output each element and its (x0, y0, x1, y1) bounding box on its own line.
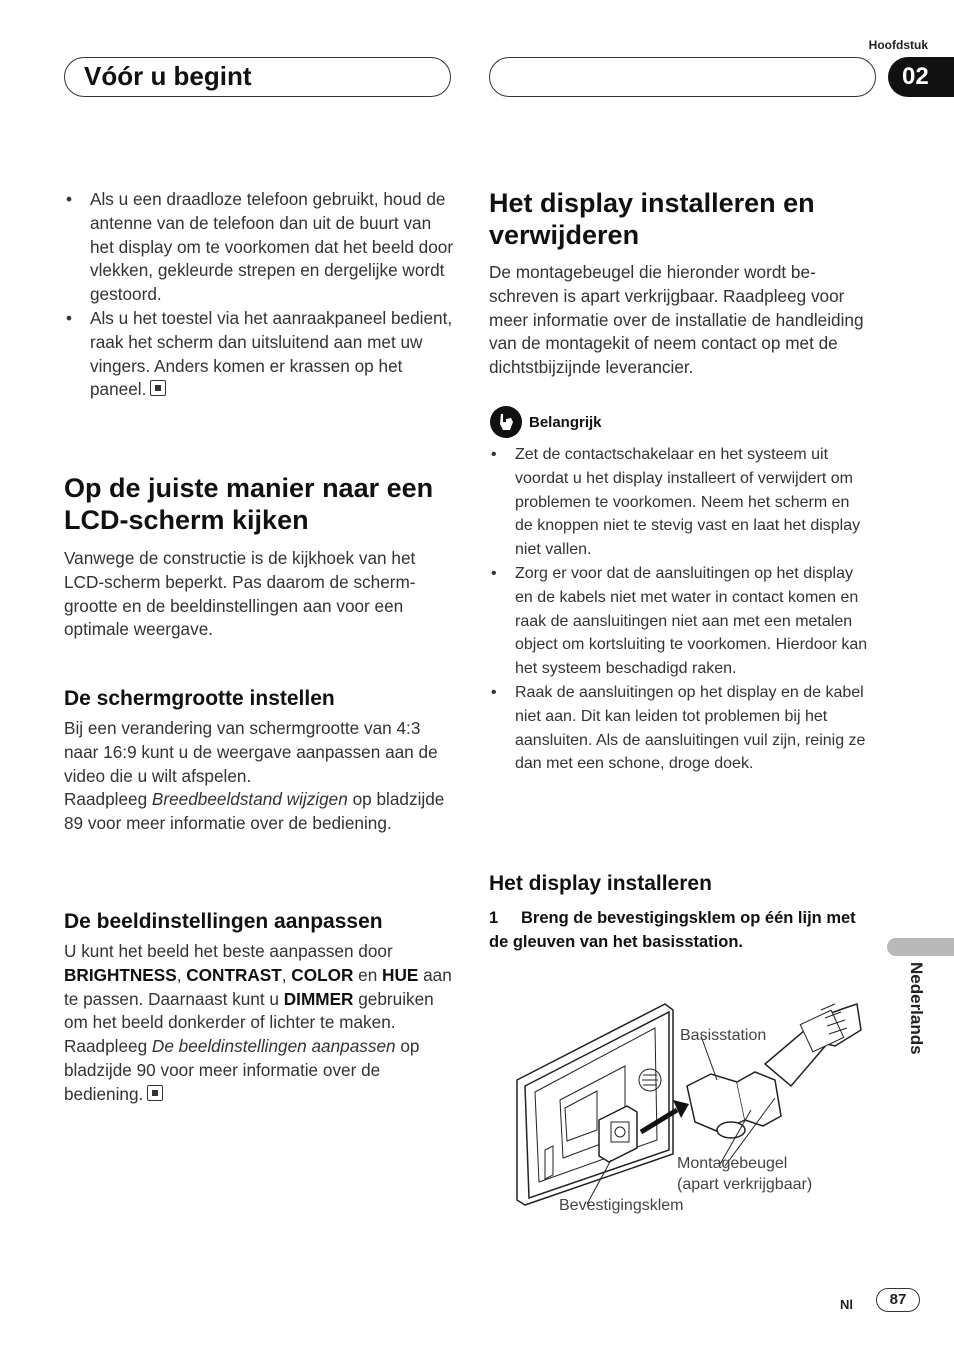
bullet-list (64, 188, 454, 402)
text: U kunt het beeld het beste aanpassen door (64, 941, 393, 961)
chapter-label: Hoofdstuk (868, 38, 928, 52)
header-right-frame (489, 57, 876, 97)
text: en (353, 964, 383, 985)
ref-link-text: Breedbeeldstand wijzigen (151, 789, 348, 810)
ref-text: op bladzijde 90 voor meer informatie over de bediening. (64, 1036, 420, 1104)
bullet-text: Als u het toestel via het aanraakpaneel bedient, raak het scherm dan uitsluitend aan met uw vingers. Anders komen er krassen op het paneel. (90, 307, 453, 400)
brightness-label: BRIGHTNESS (64, 964, 177, 985)
important-header (489, 405, 869, 439)
chapter-number: 02 (888, 57, 954, 97)
important-list (489, 443, 869, 776)
footer-lang-code: Nl (840, 1297, 853, 1312)
picture-section (64, 909, 454, 1107)
screensize-reference (64, 788, 454, 836)
install-heading: Het display installeren en verwijderen (489, 188, 815, 250)
picture-heading: De beeldinstellingen aanpassen (64, 910, 383, 933)
screensize-section (64, 686, 454, 836)
important-item: • Zet de contactschakelaar en het systeem uit voordat u het display installeert of verwijdert om problemen te voorkomen. Neem het scherm en de knoppen niet te stevig vast en laat het display niet vallen. (489, 443, 869, 562)
screensize-paragraph: Bij een verandering van schermgrootte van 4:3 naar 16:9 kunt u de weergave aanpassen aan de video die u wilt afspelen. (64, 718, 438, 786)
label-montagebeugel: Montagebeugel (apart verkrijgbaar) (677, 1155, 813, 1193)
hue-label: HUE (382, 964, 419, 985)
important-item: • Raak de aansluitingen op het display en de kabel niet aan. Dit kan leiden tot problemen bij het aansluiten. Als de aansluitingen vuil zijn, reinig ze dan met een schone, droge doek. (489, 681, 869, 776)
important-hand-icon (489, 405, 523, 439)
picture-paragraph (64, 940, 454, 1035)
display-unit-drawing (517, 1004, 673, 1205)
text: , (176, 964, 187, 985)
dimmer-label: DIMMER (283, 988, 354, 1009)
lcd-heading: Op de juiste manier naar een LCD-scherm kijken (64, 473, 434, 535)
contrast-label: CONTRAST (186, 964, 282, 985)
step-1 (489, 907, 877, 955)
text: , (281, 964, 292, 985)
ref-link-text: De beeldinstellingen aanpassen (151, 1036, 396, 1057)
lcd-section (64, 472, 454, 642)
important-box (489, 405, 869, 776)
text: gebruiken om het beeld donkerder of lichter te maken. (64, 988, 434, 1033)
section-title: Vóór u begint (84, 61, 252, 91)
bullet-item (64, 307, 454, 402)
side-language-label: Nederlands (907, 962, 926, 1055)
install-section (489, 187, 877, 380)
text: aan te passen. Daarnaast kunt u (64, 964, 452, 1009)
lcd-paragraph: Vanwege de constructie is de kijkhoek van het LCD-scherm beperkt. Pas daarom de schermgrootte en de beeldinstellingen aan voor een optimale weergave. (64, 548, 416, 640)
step-number: 1 (489, 909, 499, 927)
label-basisstation: Basisstation (680, 1027, 767, 1044)
installing-heading: Het display installeren (489, 872, 712, 895)
important-label: Belangrijk (529, 413, 602, 431)
ref-text: Raadpleeg (64, 1036, 152, 1057)
important-item: • Zorg er voor dat de aansluitingen op het display en de kabels niet met water in contact komen en raak de aansluitingen niet aan met een metalen object om kortsluiting te voorkomen. Hierdoor kan het systeem beschadigd raken. (489, 562, 869, 681)
end-mark-icon (150, 380, 166, 396)
left-column (64, 188, 454, 402)
ref-text: op bladzijde 89 voor meer informatie over de bediening. (64, 789, 445, 834)
bullet-item: • Als u een draadloze telefoon gebruikt, houd de antenne van de telefoon dan uit de buurt van het display om te voorkomen dat het beeld door vlekken, gekleurde strepen en dergelijke wordt gestoord. (64, 188, 454, 307)
language-tab (887, 938, 954, 956)
page-number: 87 (876, 1288, 920, 1312)
ref-text: Raadpleeg (64, 789, 152, 810)
end-mark-icon (147, 1085, 163, 1101)
installing-section (489, 871, 877, 955)
color-label: COLOR (291, 964, 354, 985)
install-paragraph: De montagebeugel die hieronder wordt beschreven is apart verkrijgbaar. Raadpleeg voor meer informatie over de installatie de handleiding van de montagekit of neem contact op met de dichtstbijzijnde leverancier. (489, 262, 864, 378)
screensize-heading: De schermgrootte instellen (64, 687, 335, 710)
label-bevestigingsklem: Bevestigingsklem (559, 1197, 684, 1214)
step-text: Breng de bevestigingsklem op één lijn met de gleuven van het basisstation. (489, 909, 856, 951)
picture-reference (64, 1035, 454, 1106)
